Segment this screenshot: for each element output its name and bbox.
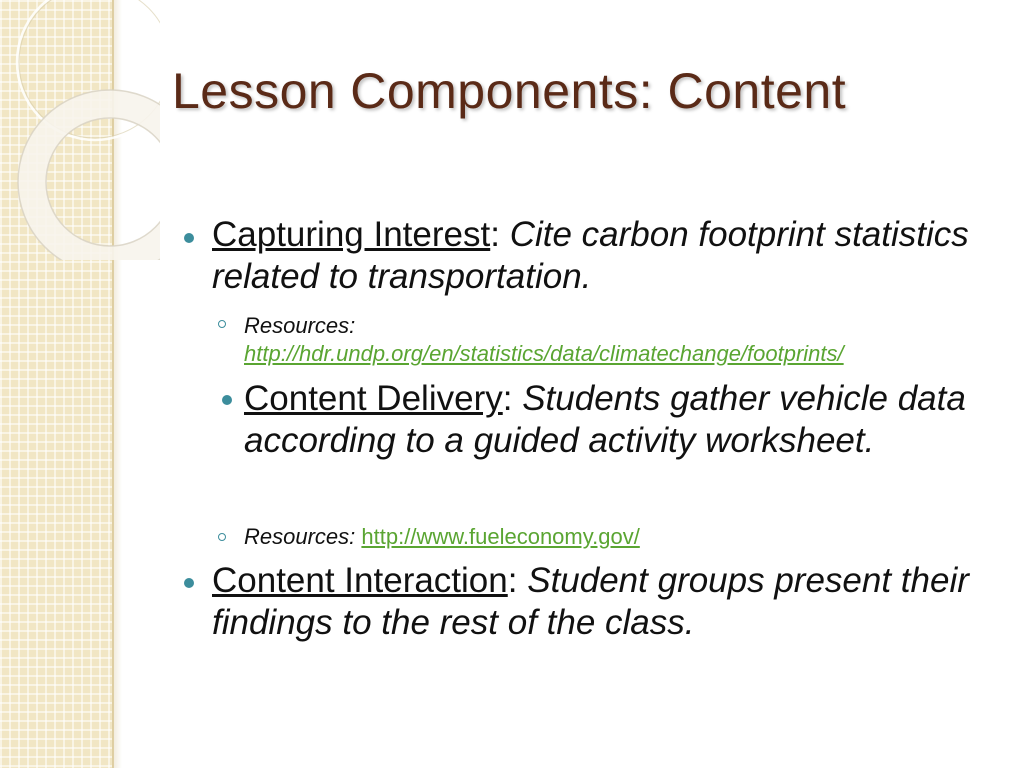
resource-link-fueleconomy[interactable]: http://www.fueleconomy.gov/	[361, 524, 640, 549]
bullet-lead: Content Interaction	[212, 561, 508, 600]
title-part-1: Lesson	[172, 63, 337, 119]
bullet-content-interaction: Content Interaction: Student groups present their findings to the rest of the class.	[212, 561, 969, 642]
bullet-ring-icon	[218, 320, 226, 328]
bullet-text: Cite carbon footprint statistics related to transportation.	[212, 215, 969, 296]
bullet-text: Students gather vehicle data according to a guided activity worksheet.	[244, 379, 966, 460]
bullet-text: Student groups present their findings to the rest of the class.	[212, 561, 969, 642]
sub-bullet-resources-2	[244, 523, 1004, 551]
bullet-ring-icon	[218, 533, 226, 541]
bullet-lead: Capturing Interest	[212, 215, 491, 254]
resource-link-undp[interactable]: http://hdr.undp.org/en/statistics/data/climatechange/footprints/	[244, 341, 844, 366]
bullet-dot-icon	[184, 233, 194, 243]
sub-bullet-resources-1	[244, 312, 1004, 368]
bullet-content-delivery: Content Delivery: Students gather vehicle data according to a guided activity worksheet.	[244, 379, 966, 460]
bullet-capturing-interest: Capturing Interest: Cite carbon footprint statistics related to transportation.	[212, 215, 969, 296]
resources-label: Resources:	[244, 524, 356, 549]
resources-label: Resources:	[244, 313, 356, 338]
bullet-dot-icon	[222, 395, 232, 405]
bullet-dot-icon	[184, 578, 194, 588]
bullet-lead: Content Delivery	[244, 379, 503, 418]
title-part-2: Components: Content	[350, 63, 847, 119]
